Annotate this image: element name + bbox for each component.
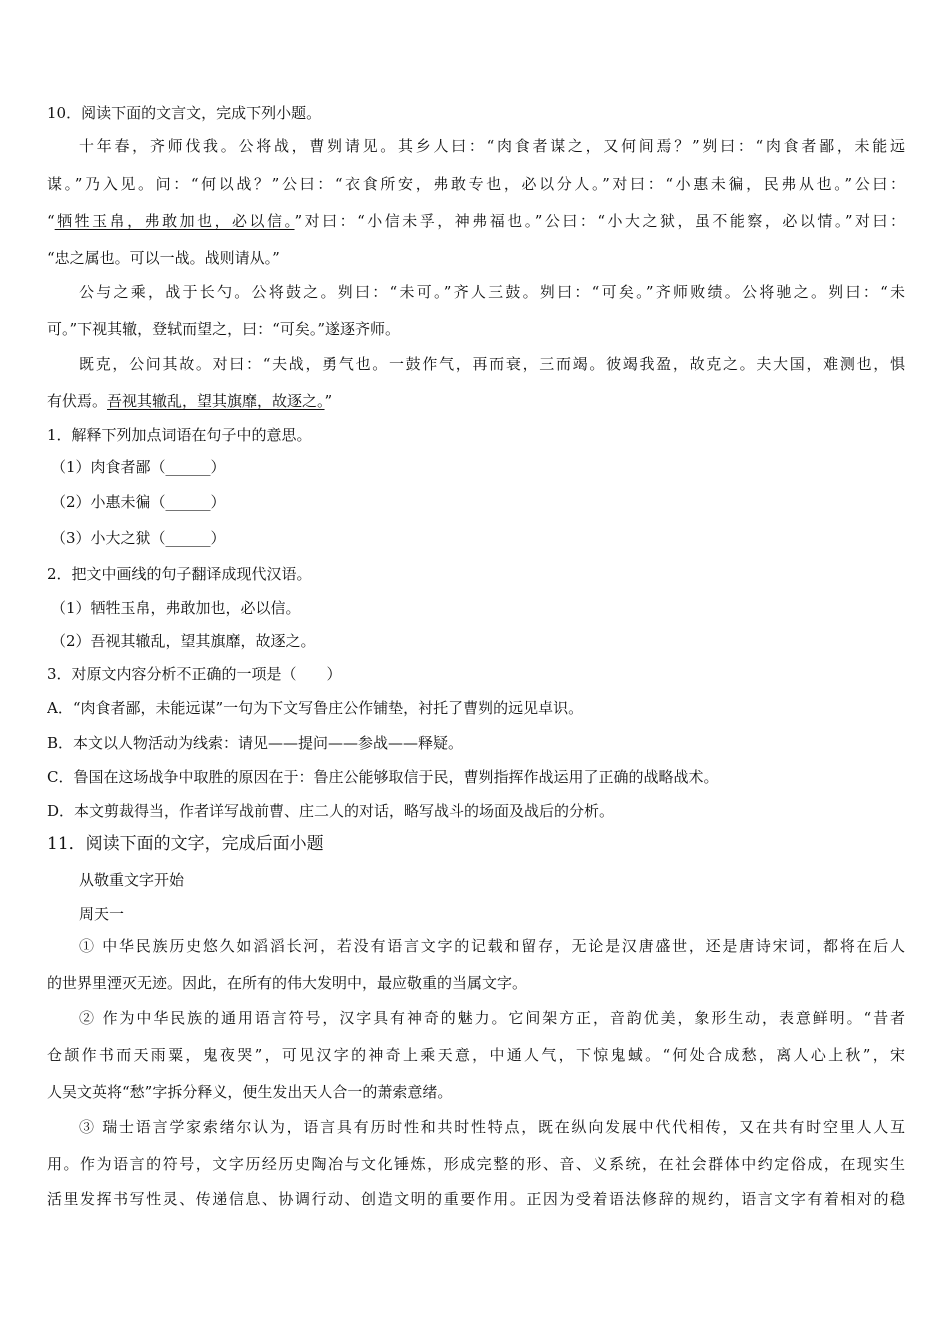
underlined-sentence-2: 吾视其辙乱，望其旗靡，故逐之。 [107,392,325,410]
underlined-sentence-1: 牺牲玉帛，弗敢加也，必以信。 [54,212,295,230]
passage-line: 可。”下视其辙，登轼而望之，曰：“可矣。”遂逐齐师。 [47,320,401,338]
option-b: B．本文以人物活动为线索：请见——提问——参战——释疑。 [47,734,464,752]
sub-question-3-stem: 3．对原文内容分析不正确的一项是（ ） [47,665,342,683]
sub-question-2-stem: 2．把文中画线的句子翻译成现代汉语。 [47,565,312,583]
blank-item: （2）小惠未徧（______） [51,493,226,511]
question-10-header: 10．阅读下面的文言文，完成下列小题。 [47,104,322,122]
passage-text: ”对曰：“小信未孚，神弗福也。”公曰：“小大之狱，虽不能察，必以情。”对曰： [294,212,905,230]
passage-line-with-underline [47,391,905,411]
article-line: 的世界里湮灭无迹。因此，在所有的伟大发明中，最应敬重的当属文字。 [47,974,528,992]
passage-line-with-underline [47,211,905,231]
passage-line: 谋。”乃入见。问：“何以战？”公曰：“衣食所安，弗敢专也，必以分人。”对曰：“小惠未徧，民弗从也。”公曰： [47,175,905,193]
article-line: ② 作为中华民族的通用语言符号，汉字具有神奇的魅力。它间架方正，音韵优美，象形生动，表意鲜明。“昔者 [79,1009,905,1027]
passage-line: 既克，公问其故。对曰：“夫战，勇气也。一鼓作气，再而衰，三而竭。彼竭我盈，故克之。夫大国，难测也，惧 [79,355,905,373]
article-line: ③ 瑞士语言学家索绪尔认为，语言具有历时性和共时性特点，既在纵向发展中代代相传，又在共有时空里人人互 [79,1118,905,1136]
article-author: 周天一 [79,905,125,923]
passage-line: “忠之属也。可以一战。战则请从。” [47,249,280,267]
article-line: 用。作为语言的符号，文字历经历史陶冶与文化锤炼，形成完整的形、音、义系统，在社会群体中约定俗成，在现实生 [47,1155,905,1173]
article-line: 人吴文英将“愁”字拆分释义，便生发出天人合一的萧索意绪。 [47,1083,453,1101]
article-line: ① 中华民族历史悠久如滔滔长河，若没有语言文字的记载和留存，无论是汉唐盛世，还是唐诗宋词，都将在后人 [79,937,905,955]
option-a: A．“肉食者鄙，未能远谋”一句为下文写鲁庄公作铺垫，衬托了曹刿的远见卓识。 [47,699,584,717]
blank-item: （3）小大之狱（______） [51,529,226,547]
blank-item: （1）肉食者鄙（______） [51,458,226,476]
passage-text: 有伏焉。 [47,392,108,410]
article-line: 活里发挥书写性灵、传递信息、协调行动、创造文明的重要作用。正因为受着语法修辞的规约，语言文字有着相对的稳 [47,1190,905,1208]
quote-mark: ” [324,392,333,410]
translate-item: （1）牺牲玉帛，弗敢加也，必以信。 [51,599,301,617]
sub-question-1-stem: 1．解释下列加点词语在句子中的意思。 [47,426,312,444]
passage-line: 公与之乘，战于长勺。公将鼓之。刿曰：“未可。”齐人三鼓。刿曰：“可矣。”齐师败绩。公将驰之。刿曰：“未 [79,283,905,301]
passage-line: 十年春，齐师伐我。公将战，曹刿请见。其乡人曰：“肉食者谋之，又何间焉？”刿曰：“肉食者鄙，未能远 [79,137,905,155]
option-c: C．鲁国在这场战争中取胜的原因在于：鲁庄公能够取信于民，曹刿指挥作战运用了正确的战略战术。 [47,768,719,786]
article-title: 从敬重文字开始 [79,871,185,889]
question-11-header: 11．阅读下面的文字，完成后面小题 [47,834,324,854]
article-line: 仓颉作书而天雨粟，鬼夜哭”，可见汉字的神奇上乘天意，中通人气，下惊鬼蜮。“何处合成愁，离人心上秋”，宋 [47,1046,905,1064]
quote-mark: “ [47,212,55,230]
option-d: D．本文剪裁得当，作者详写战前曹、庄二人的对话，略写战斗的场面及战后的分析。 [47,802,615,820]
translate-item: （2）吾视其辙乱，望其旗靡，故逐之。 [51,632,316,650]
